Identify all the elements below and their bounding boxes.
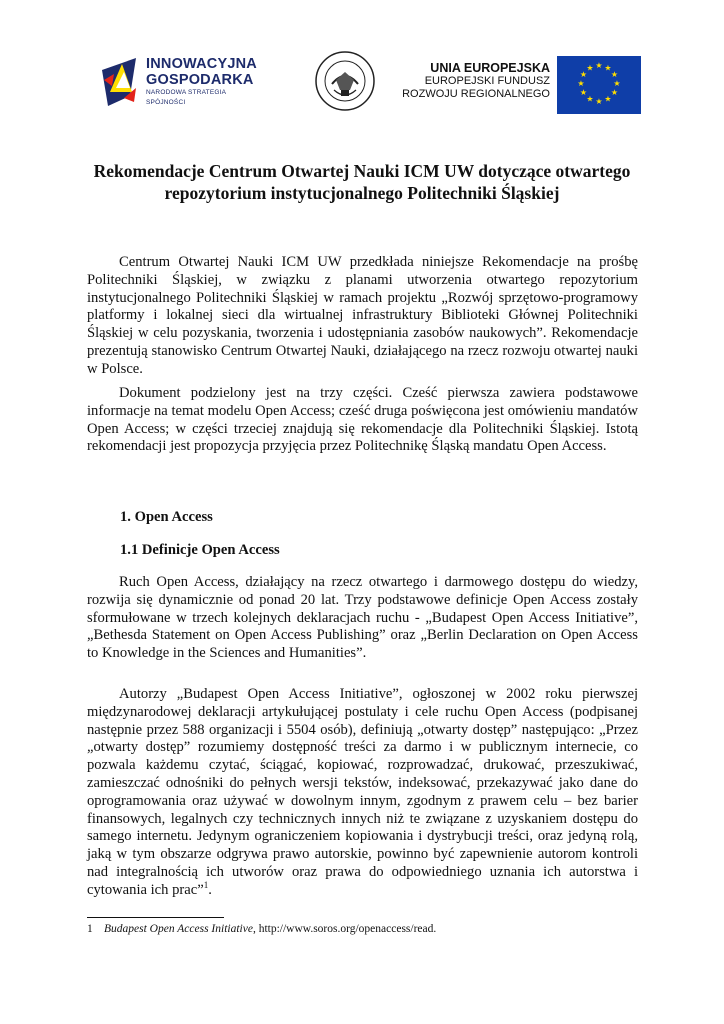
footnote-reference[interactable]: 1 <box>203 879 209 890</box>
structure-paragraph: Dokument podzielony jest na trzy części. Cześć pierwsza zawiera podstawowe informacje na temat modelu Open Access; cześć druga poświęcona jest omówieniu mandatów Open Access; w części trzeciej znajdują się rekomendacje dla Politechniki Śląskiej. Istotą rekomendacji jest propozycja przyjęcia przez Politechnikę Śląską mandatu Open Access. <box>87 385 638 455</box>
ig-logo-line2: GOSPODARKA <box>146 72 254 88</box>
footnote-number: 1 <box>87 923 93 935</box>
svg-text:★: ★ <box>586 63 594 73</box>
svg-text:★: ★ <box>613 79 621 88</box>
eu-fund-logo-text <box>400 61 550 101</box>
ig-logo-line1: INNOWACYJNA <box>146 56 257 72</box>
svg-text:★: ★ <box>595 61 603 70</box>
intro-paragraph: Centrum Otwartej Nauki ICM UW przedkłada niniejsze Rekomendacje na prośbę Politechniki Śląskiej, w związku z planami utworzenia otwartego repozytorium instytucjonalnego Politechniki Śląskiej w ramach projektu „Rozwój sprzętowo-programowy platformy i lokalnej sieci dla wirtualnej infrastruktury Biblioteki Głównej Politechniki Śląskiej w celu pozyskania, tworzenia i udostępniania zasobów naukowych”. Rekomendacje prezentują stanowisko Centrum Otwartej Nauki, działającego na rzecz rozwoju otwartej nauki w Polsce. <box>87 254 638 377</box>
section-heading: 1. Open Access <box>120 509 213 525</box>
footnote <box>87 922 647 936</box>
svg-text:★: ★ <box>577 79 585 88</box>
budapest-definition-text: Autorzy „Budapest Open Access Initiative”, ogłoszonej w 2002 roku pierwszej międzynarodowej deklaracji artykułującej postulaty i cele ruchu Open Access (podpisanej następnie przez 588 organizacji i 5504 osób), definiują „otwarty dostęp” następująco: „Przez „otwarty dostęp” rozumiemy dostępność treści za darmo i w publicznym internecie, co pozwala każdemu czytać, ściągać, kopiować, rozprowadzać, drukować, przeszukiwać, zamieszczać odnośniki do pełnych wersji tekstów, indeksować, przekazywać jako dane do oprogramowania oraz używać w dowolnym innym, zgodnym z prawem celu – bez barier finansowych, legalnych czy technicznych innych niż te związane z uzyskaniem dostępu do samego internetu. Jedynym ograniczeniem kopiowania i dystrybucji treści, oraz jedyną rolą, jaką w tym obszarze odgrywa prawo autorskie, powinno być zapewnienie autorom kontroli nad integralnością ich utworów oraz prawa do odpowiedniego uznania ich autorstwa i cytowania ich prac” <box>87 686 638 898</box>
ig-logo-subtitle: NARODOWA STRATEGIA SPÓJNOŚCI <box>146 89 226 106</box>
footnote-source-title: Budapest Open Access Initiative <box>104 923 253 935</box>
svg-text:★: ★ <box>586 94 594 104</box>
title-line-1: Rekomendacje Centrum Otwartej Nauki ICM UW dotyczące otwartego <box>93 161 631 181</box>
budapest-definition-paragraph: Autorzy „Budapest Open Access Initiative”, ogłoszonej w 2002 roku pierwszej międzynarodowej deklaracji artykułującej postulaty i cele ruchu Open Access (podpisanej następnie przez 588 organizacji i 5504 osób), definiują „otwarty dostęp” następująco: „Przez „otwarty dostęp” rozumiemy dostępność treści za darmo i w publicznym internecie, co pozwala każdemu czytać, ściągać, kopiować, rozprowadzać, drukować, przeszukiwać, zamieszczać odnośniki do pełnych wersji tekstów, indeksować, przekazywać jako dane do oprogramowania oraz używać w dowolnym innym, zgodnym z prawem celu – bez barier finansowych, legalnych czy technicznych innych niż te związane z uzyskaniem dostępu do samego internetu. Jedynym ograniczeniem kopiowania i dystrybucji treści, oraz jedyną rolą, jaką w tym obszarze odgrywa prawo autorskie, powinno być zapewnienie autorom kontroli nad integralnością ich utworów oraz prawa do odpowiedniego uznania ich autorstwa i cytowania ich prac”$^1$. <box>87 686 638 898</box>
politechnika-slaska-seal <box>314 50 376 112</box>
svg-text:★: ★ <box>579 88 588 97</box>
svg-text:★: ★ <box>604 63 612 73</box>
svg-text:★: ★ <box>579 70 588 79</box>
title-line-2: repozytorium instytucjonalnego Politechniki Śląskiej <box>164 183 560 203</box>
footnote-separator <box>87 917 224 918</box>
eu-logo-line1: UNIA EUROPEJSKA <box>430 61 550 75</box>
innowacyjna-gospodarka-logo <box>96 52 266 110</box>
eu-logo-line2: EUROPEJSKI FUNDUSZ <box>424 75 550 87</box>
svg-text:★: ★ <box>610 88 619 97</box>
eu-flag <box>557 56 641 114</box>
open-access-movement-paragraph: Ruch Open Access, działający na rzecz otwartego i darmowego dostępu do wiedzy, rozwija się dynamicznie od ponad 20 lat. Trzy podstawowe definicje Open Access zostały sformułowane w trzech kolejnych deklaracjach ruchu - „Budapest Open Access Initiative”, „Bethesda Statement on Open Access Publishing” oraz „Berlin Declaration on Open Access to Knowledge in the Sciences and Humanities”. <box>87 574 638 662</box>
eu-logo-line3: ROZWOJU REGIONALNEGO <box>402 88 550 100</box>
document-title <box>60 160 664 204</box>
svg-text:★: ★ <box>604 94 612 104</box>
svg-text:★: ★ <box>595 97 603 106</box>
subsection-heading: 1.1 Definicje Open Access <box>120 542 280 558</box>
university-seal-icon <box>314 50 376 112</box>
ig-star-emblem-icon <box>96 52 144 110</box>
eu-flag-icon <box>557 56 641 114</box>
footnote-source-url[interactable]: , http://www.soros.org/openaccess/read. <box>252 923 437 935</box>
svg-text:★: ★ <box>610 70 619 79</box>
